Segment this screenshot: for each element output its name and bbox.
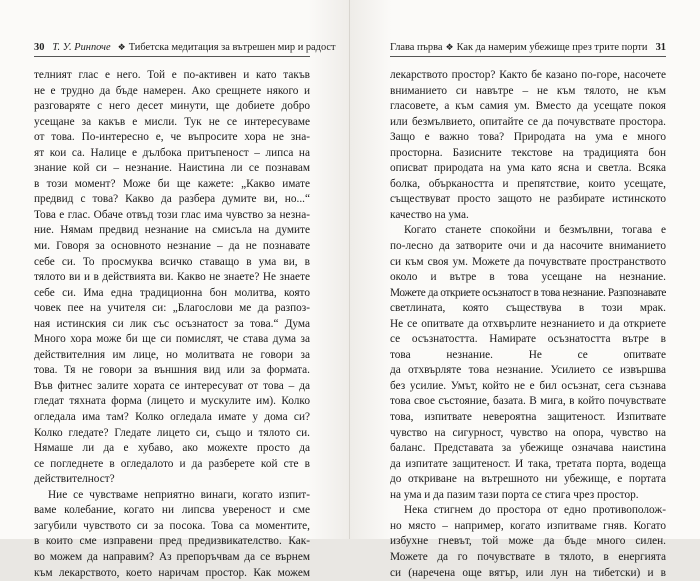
- right-running-header: [390, 40, 666, 54]
- text-line: действителност?: [34, 472, 310, 488]
- text-line: Много хора може би ще си помислят, че става дума за: [34, 332, 310, 348]
- ornament-icon: ❖: [118, 42, 126, 53]
- text-line: по-лесно да затворите очи и да насочите вниманието: [390, 239, 666, 255]
- text-line: си (наречена още вятър, или лун на тибетски) и в: [390, 566, 666, 581]
- text-line: вниманието си навътре – не към тялото, не към: [390, 84, 666, 100]
- author-name: Т. У. Ринпоче: [52, 42, 110, 53]
- left-running-header: [34, 40, 310, 54]
- text-line: Можете да го почувствате в тялото, в енергията: [390, 550, 666, 566]
- text-line: огледала има там? Колко огледала имате у дома си?: [34, 410, 310, 426]
- text-line: предвид с това? Какво да разбера думите ви, но...“: [34, 192, 310, 208]
- text-line: лекарството простор? Както бе казано по-горе, насочете: [390, 68, 666, 84]
- text-line: ная истинския си лик със осъзнатост за това.“ Дума: [34, 317, 310, 333]
- text-line: това свое състояние, базата. В мига, в който почувствате: [390, 394, 666, 410]
- text-line: светлината, която съществува в този мрак.: [390, 301, 666, 317]
- body-text: [34, 68, 310, 581]
- text-line: до откриване на вътрешното ни убежище, е портата: [390, 472, 666, 488]
- text-line: Можете да откриете осъзнатост в това незнание. Разпознавате: [390, 286, 666, 302]
- text-line: човек пее на учителя си: „Благослови ме да разпоз-: [34, 301, 310, 317]
- text-line: Защо е важно това? Природата на ума е много: [390, 130, 666, 146]
- header-rule: [390, 56, 666, 57]
- text-line: Нека стигнем до простора от едно противополож-: [390, 503, 666, 519]
- text-line: си към своя ум. Можете да почувствате пространството: [390, 255, 666, 271]
- body-text: [390, 68, 666, 581]
- text-line: ми. Говоря за основното незнание – да не познавате: [34, 239, 310, 255]
- left-page: [0, 0, 350, 539]
- text-line: себе си. То просмуква всичко ставащо в ума ви, в: [34, 255, 310, 271]
- text-line: да изпитате защитеност. И така, третата порта, водеща: [390, 457, 666, 473]
- text-line: се осъзнатостта. Намирате осъзнатостта вътре в: [390, 332, 666, 348]
- text-line: тялото ви и в действията ви. Какво не знаете? Не знаете: [34, 270, 310, 286]
- text-line: качество на ума.: [390, 208, 666, 224]
- text-line: без усилие. Умът, който не е бил осъзнат, сега съзнава: [390, 379, 666, 395]
- right-page: [350, 0, 700, 539]
- chapter-title: Как да намерим убежище през трите порти: [457, 42, 648, 53]
- text-line: Колко гледате? Гледате лицето си, също и тялото си.: [34, 426, 310, 442]
- text-line: гласовете, а към самия ум. Вместо да усещате покоя: [390, 99, 666, 115]
- text-line: Във фитнес залите хората се интересуват от това – да: [34, 379, 310, 395]
- text-line: чувство на сигурност, чувство на опора, чувство на: [390, 426, 666, 442]
- text-line: около и вътре в това усещане на незнание.: [390, 270, 666, 286]
- text-line: действителния им лице, но молитвата не говори за: [34, 348, 310, 364]
- text-line: от това. По-интересно е, че въпросите хора не зна-: [34, 130, 310, 146]
- text-line: телният глас е него. Той е по-активен и като такъв: [34, 68, 310, 84]
- text-line: в които сме изправени пред предизвикателство. Как-: [34, 534, 310, 550]
- text-line: во можем да направим? Аз препоръчвам да се върнем: [34, 550, 310, 566]
- header-rule: [34, 56, 310, 57]
- text-line: гледат тяхната форма (лицето и мускулите им). Колко: [34, 394, 310, 410]
- text-line: усещане за какъв е мисли. Тук не се интересуваме: [34, 115, 310, 131]
- page-number: 31: [656, 42, 666, 53]
- text-line: това незнание. Не се опитвате: [390, 348, 666, 364]
- text-line: или безмълвието, опитайте се да почувствате простора.: [390, 115, 666, 131]
- ornament-icon: ❖: [446, 42, 454, 52]
- text-line: Ние се чувстваме неприятно винаги, когато изпит-: [34, 488, 310, 504]
- text-line: знание кой си – незнание. Наистина ли се познавам: [34, 161, 310, 177]
- text-line: това. Тя не говори за външния вид или за формата.: [34, 363, 310, 379]
- text-line: не е трудно да бъде намерен. Ако срещнете някого и: [34, 84, 310, 100]
- text-line: Не се опитвате да отхвърлите незнанието и да откриете: [390, 317, 666, 333]
- text-line: Когато станете спокойни и безмълвни, тогава е: [390, 223, 666, 239]
- text-line: Това е глас. Обаче отвъд този глас има чувство за незна-: [34, 208, 310, 224]
- text-line: ваме колебание, когато ни липсва увереност и сме: [34, 503, 310, 519]
- text-line: съществуват просто защото не разбирате истинското: [390, 192, 666, 208]
- text-line: разговаряте с него десет минути, ще добиете добро: [34, 99, 310, 115]
- page-number: 30: [34, 42, 44, 53]
- text-line: Нямаше ли да е хубаво, ако можехте просто да: [34, 441, 310, 457]
- text-line: болка, объркаността и препятствие, които усещате,: [390, 177, 666, 193]
- text-line: но място – например, когато изпитваме гняв. Когато: [390, 519, 666, 535]
- text-line: на ума и да пазим тази порта се стига чрез простор.: [390, 488, 666, 504]
- text-line: просторна. Базисните текстове на традицията бон: [390, 146, 666, 162]
- chapter-header: [390, 42, 648, 53]
- text-line: загубили чувството си за посока. Това са моментите,: [34, 519, 310, 535]
- text-line: това, изпитвате невероятна защитеност. Изпитвате: [390, 410, 666, 426]
- text-line: в този момент? Може би ще кажете: „Какво имате: [34, 177, 310, 193]
- text-line: ят кои са. Налице е дълбока притъпеност – липса на: [34, 146, 310, 162]
- chapter-label: Глава първа: [390, 42, 443, 53]
- book-title: Тибетска медитация за вътрешен мир и радост: [129, 42, 336, 53]
- text-line: към лекарството, което наричам простор. Как можем: [34, 566, 310, 581]
- text-line: се погледнете в огледалото и да разберете кой сте в: [34, 457, 310, 473]
- text-line: баланс. Представата за убежище означава наистина: [390, 441, 666, 457]
- text-line: ние. Нямам предвид незнание на смисъла на думите: [34, 223, 310, 239]
- text-line: описват природата на ума като ясна и светла. Всяка: [390, 161, 666, 177]
- text-line: избухне гневът, той може да бъде много силен.: [390, 534, 666, 550]
- text-line: да отхвърляте това незнание. Усилието се извършва: [390, 363, 666, 379]
- text-line: себе си. Има една традиционна бон молитва, която: [34, 286, 310, 302]
